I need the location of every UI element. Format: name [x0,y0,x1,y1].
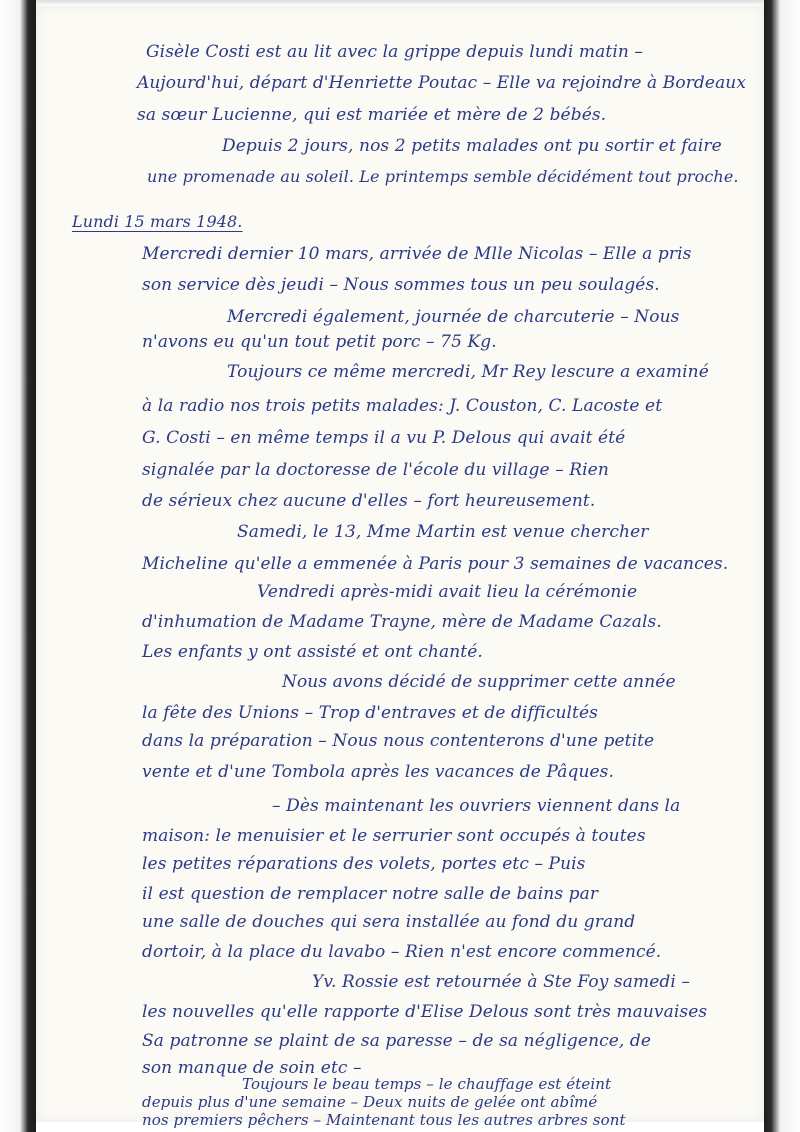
handwritten-page [36,6,764,1129]
text-line: son service dès jeudi – Nous sommes tous un peu soulagés. [142,275,660,295]
text-line: une salle de douches qui sera installée au fond du grand [142,912,636,932]
text-line: Aujourd'hui, départ d'Henriette Poutac – Elle va rejoindre à Bordeaux [137,73,747,93]
text-line: Yv. Rossie est retournée à Ste Foy samedi – [312,972,690,992]
text-line: n'avons eu qu'un tout petit porc – 75 Kg. [142,332,497,352]
text-line: G. Costi – en même temps il a vu P. Delous qui avait été [142,428,626,448]
text-line: dans la préparation – Nous nous contenterons d'une petite [142,731,655,751]
text-line: maison: le menuisier et le serrurier sont occupés à toutes [142,826,646,846]
text-line: Toujours ce même mercredi, Mr Rey lescure a examiné [227,362,709,382]
text-line: les petites réparations des volets, portes etc – Puis [142,854,586,874]
date-heading: Lundi 15 mars 1948. [72,212,243,231]
text-line: une promenade au soleil. Le printemps semble décidément tout proche. [147,167,739,186]
text-line: Mercredi également, journée de charcuterie – Nous [227,307,680,327]
text-line: Samedi, le 13, Mme Martin est venue chercher [237,522,649,542]
text-line-overflow: nos premiers pêchers – Maintenant tous les autres arbres sont [142,1111,626,1129]
text-line: sa sœur Lucienne, qui est mariée et mère de 2 bébés. [137,105,607,125]
text-line: Toujours le beau temps – le chauffage est éteint [242,1075,612,1093]
text-line: dortoir, à la place du lavabo – Rien n'est encore commencé. [142,942,662,962]
text-line: son manque de soin etc – [142,1058,362,1078]
text-line: d'inhumation de Madame Trayne, mère de Madame Cazals. [142,612,662,632]
text-line: les nouvelles qu'elle rapporte d'Elise Delous sont très mauvaises [142,1002,708,1022]
text-line: il est question de remplacer notre salle de bains par [142,884,599,904]
text-line: Mercredi dernier 10 mars, arrivée de Mlle Nicolas – Elle a pris [142,244,692,264]
scan-border-right [764,0,800,1132]
text-line: signalée par la doctoresse de l'école du village – Rien [142,460,609,480]
text-line: de sérieux chez aucune d'elles – fort heureusement. [142,491,596,511]
text-line: depuis plus d'une semaine – Deux nuits de gelée ont abîmé [142,1093,598,1111]
text-line: à la radio nos trois petits malades: J. Couston, C. Lacoste et [142,396,663,416]
text-line: – Dès maintenant les ouvriers viennent dans la [272,796,681,816]
text-line: Gisèle Costi est au lit avec la grippe depuis lundi matin – [146,42,644,62]
text-line: Micheline qu'elle a emmenée à Paris pour 3 semaines de vacances. [142,554,729,574]
text-line: Les enfants y ont assisté et ont chanté. [142,642,483,662]
text-line: la fête des Unions – Trop d'entraves et de difficultés [142,703,598,723]
scan-border-left [0,0,36,1132]
text-line: Vendredi après-midi avait lieu la cérémonie [257,582,638,602]
text-line: vente et d'une Tombola après les vacances de Pâques. [142,762,614,782]
text-line: Sa patronne se plaint de sa paresse – de sa négligence, de [142,1031,652,1051]
text-line: Depuis 2 jours, nos 2 petits malades ont pu sortir et faire [222,136,722,156]
text-line: Nous avons décidé de supprimer cette année [282,672,676,692]
